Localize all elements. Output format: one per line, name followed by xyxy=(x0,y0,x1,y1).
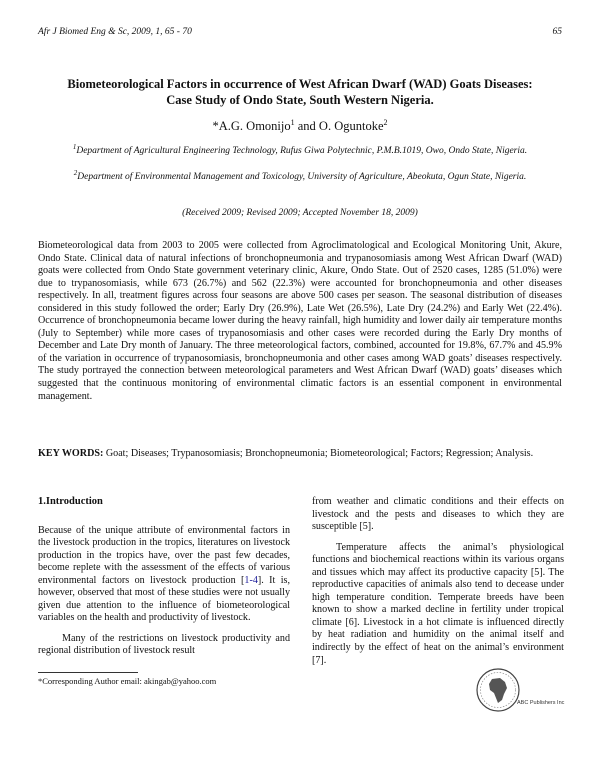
authors xyxy=(30,118,570,134)
publisher-name: ABC Publishers Inc xyxy=(517,700,565,706)
keywords-text: Goat; Diseases; Trypanosomiasis; Bronchopneumonia; Biometeorological; Factors; Regression; Analysis. xyxy=(103,448,534,459)
author-2: O. Oguntoke xyxy=(318,119,384,134)
page-number: 65 xyxy=(552,27,562,37)
title-line-1: Biometeorological Factors in occurrence of West African Dwarf (WAD) Goats Diseases: xyxy=(67,77,533,91)
intro-p1-text-end: ]. It is, however, observed that most of these studies were not usually given due attention to the influence of biometeorological variables on the health and productivity of livestock. xyxy=(38,574,290,624)
affiliation-2-text: Department of Environmental Management and Toxicology, University of Agriculture, Abeokuta, Ogun State, Nigeria. xyxy=(77,172,527,183)
left-column xyxy=(38,496,290,658)
paper-title xyxy=(30,76,570,108)
intro-paragraph-2: Many of the restrictions on livestock productivity and regional distribution of livestock result xyxy=(38,632,290,657)
affiliation-2 xyxy=(38,167,562,184)
intro-p1-text: Because of the unique attribute of environmental factors in the livestock production in the tropics, literatures on livestock production in the tropics have, over the past few decades, become replete with the assessment of the effects of various environmental factors on livestock production [ xyxy=(38,524,290,586)
affiliation-1-text: Department of Agricultural Engineering Technology, Rufus Giwa Polytechnic, P.M.B.1019, Owo, Ondo State, Nigeria. xyxy=(76,146,528,157)
author-and: and xyxy=(294,119,319,134)
publisher-logo-icon xyxy=(474,666,522,714)
corresponding-author-footnote: *Corresponding Author email: akingab@yahoo.com xyxy=(38,676,217,686)
affiliation-1 xyxy=(38,141,562,158)
author-1: *A.G. Omonijo xyxy=(212,119,291,134)
received-dates: (Received 2009; Revised 2009; Accepted November 18, 2009) xyxy=(182,208,418,218)
intro-paragraph-3: from weather and climatic conditions and their effects on livestock and the pests and diseases to which they are susceptible [5]. xyxy=(312,496,564,533)
keywords-label: KEY WORDS: xyxy=(38,448,104,459)
right-column xyxy=(312,496,564,667)
citation-link[interactable]: 1-4 xyxy=(244,574,258,586)
section-heading-introduction: 1.Introduction xyxy=(38,496,103,507)
intro-paragraph-4: Temperature affects the animal’s physiological functions and biochemical reactions within its various organs and tissues which may affect its productive capacity [5]. The reproductive capacities of animals also tend to decease under high temperature condition. Temperate breeds have been known to show a marked decline in fertility under tropical climate [6]. Livestock in a hot climate is influenced directly by heat radiation and humidity on the animal itself and indirectly by the effect of heat on the animal’s environment [7]. xyxy=(312,541,564,666)
keywords xyxy=(38,448,562,461)
journal-header: Afr J Biomed Eng & Sc, 2009, 1, 65 - 70 xyxy=(38,27,192,37)
affiliation-1-sup: 1 xyxy=(72,143,77,151)
abstract: Biometeorological data from 2003 to 2005 were collected from Agroclimatological and Ecological Monitoring Unit, Akure, Ondo State. Clinical data of natural infections of bronchopneumonia and trypanosomiasis among West African Dwarf (WAD) goats were collected from Ondo State government veterinary clinic, Akure, Ondo State. Out of 2520 cases, 1285 (51.0%) were due to trypanosomiasis, while 673 (26.7%) and 562 (22.3%) were accounted for bronchopneumonia and other diseases respectively. In all, treatment figures across four seasons are above 500 cases per season. The seasonal distribution of diseases considered in this study followed the order; Early Dry (26.9%), Late Wet (26.5%), Late Dry (24.2%) and Early Wet (22.4%). Occurrence of bronchopneumonia became lower during the heavy rainfall, high humidity and lower daily air temperature months (July to September) while more cases of trypanosomiasis and other cases were recorded during the Early Dry months of December and Late Dry month of January. The three meteorological factors, combined, accounted for 19.8%, 67.7% and 45.9% of the variation in occurrence of trypanosomiasis, bronchopneumonia and other cases among WAD goats’ diseases respectively. The study portrayed the connection between meteorological parameters and West African Dwarf (WAD) goats’ diseases which suggested that the continuous monitoring of environmental climatic factors is an essential component in environmental management. xyxy=(38,240,562,402)
author-2-sup: 2 xyxy=(383,118,388,127)
footnote-rule xyxy=(38,672,138,673)
intro-paragraph-1 xyxy=(38,525,290,625)
author-1-sup: 1 xyxy=(290,118,295,127)
title-line-2: Case Study of Ondo State, South Western Nigeria. xyxy=(166,93,434,107)
affiliation-2-sup: 2 xyxy=(73,169,78,177)
